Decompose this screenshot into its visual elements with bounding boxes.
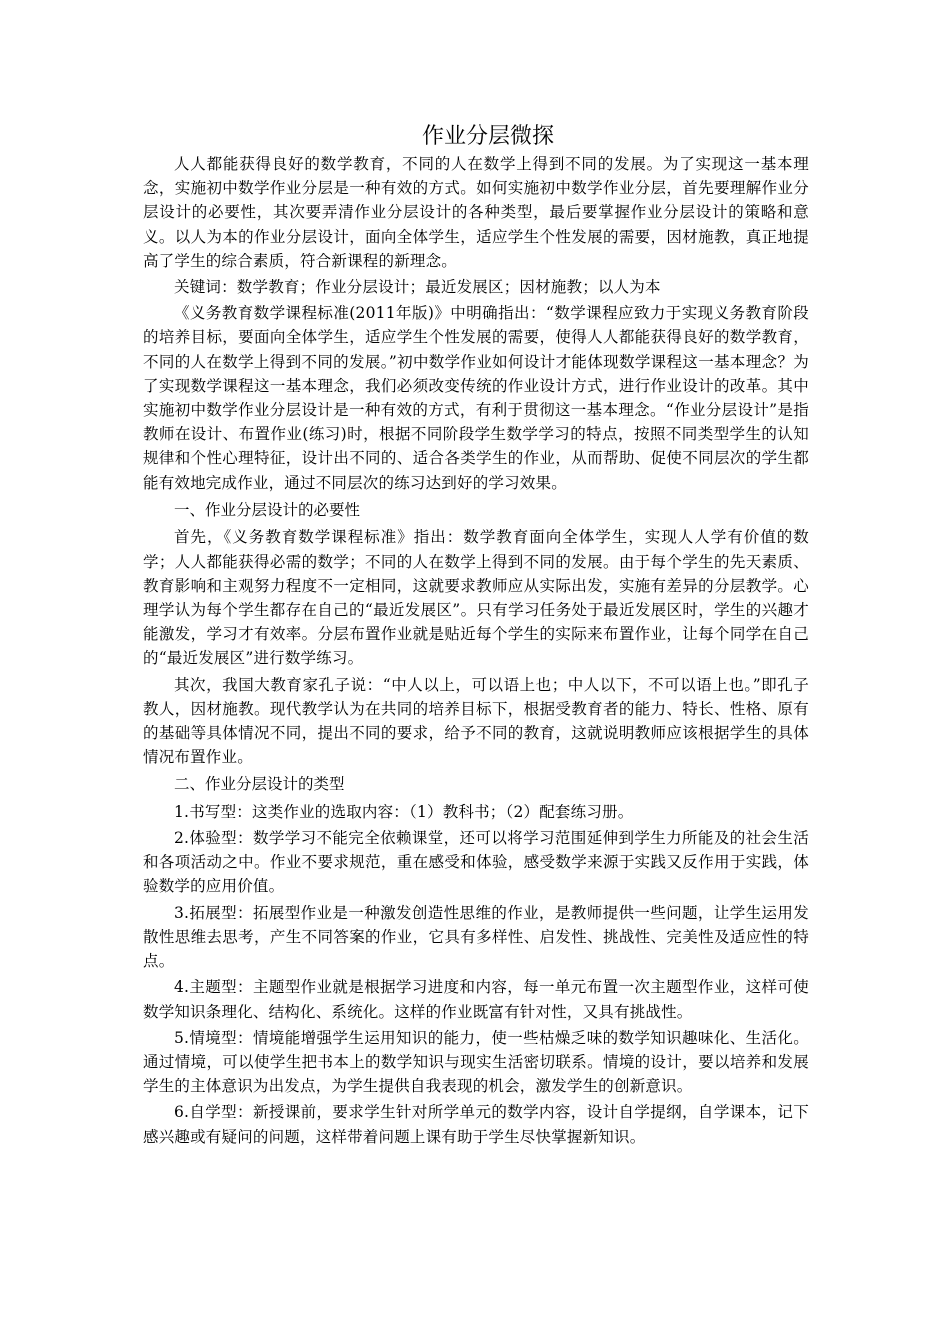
section-heading-necessity: 一、作业分层设计的必要性 <box>174 500 361 519</box>
type-item: 2.体验型：数学学习不能完全依赖课堂，还可以将学习范围延伸到学生力所能及的社会生活和各项活动之中。作业不要求规范，重在感受和体验，感受数学来源于实践又反作用于实践，体验数学的应用价值。 <box>143 829 809 896</box>
type-item: 1.书写型：这类作业的选取内容：（1）教科书；（2）配套练习册。 <box>174 802 634 821</box>
abstract-paragraph: 人人都能获得良好的数学教育，不同的人在数学上得到不同的发展。为了实现这一基本理念，实施初中数学作业分层是一种有效的方式。如何实施初中数学作业分层，首先要理解作业分层设计的必要性，其次要弄清作业分层设计的各种类型，最后要掌握作业分层设计的策略和意义。以人为本的作业分层设计，面向全体学生，适应学生个性发展的需要，因材施教，真正地提高了学生的综合素质，符合新课程的新理念。 <box>143 155 809 270</box>
document-title: 作业分层微探 <box>421 124 554 149</box>
document-page <box>143 122 809 1149</box>
section-heading-types: 二、作业分层设计的类型 <box>174 775 345 794</box>
type-item: 5.情境型：情境能增强学生运用知识的能力，使一些枯燥乏味的数学知识趣味化、生活化。通过情境，可以使学生把书本上的数学知识与现实生活密切联系。情境的设计，要以培养和发展学生的主体意识为出发点，为学生提供自我表现的机会，激发学生的创新意识。 <box>143 1028 809 1096</box>
necessity-paragraph-2: 其次，我国大教育家孔子说：“中人以上，可以语上也；中人以下，不可以语上也。”即孔子教人，因材施教。现代教学认为在共同的培养目标下，根据受教育者的能力、特长、性格、原有的基础等具体情况不同，提出不同的要求，给予不同的教育，这就说明教师应该根据学生的具体情况布置作业。 <box>143 675 809 767</box>
necessity-paragraph-1: 首先，《义务教育数学课程标准》指出：数学教育面向全体学生，实现人人学有价值的数学；人人都能获得必需的数学；不同的人在数学上得到不同的发展。由于每个学生的先天素质、教育影响和主观努力程度不一定相同，这就要求教师应从实际出发，实施有差异的分层教学。心理学认为每个学生都存在自己的“最近发展区”。只有学习任务处于最近发展区时，学生的兴趣才能激发，学习才有效率。分层布置作业就是贴近每个学生的实际来布置作业，让每个同学在自己的“最近发展区”进行数学练习。 <box>143 528 809 668</box>
keywords-line: 关键词：数学教育；作业分层设计；最近发展区；因材施教；以人为本 <box>174 278 661 297</box>
type-item: 3.拓展型：拓展型作业是一种激发创造性思维的作业，是教师提供一些问题，让学生运用发散性思维去思考，产生不同答案的作业，它具有多样性、启发性、挑战性、完美性及适应性的特点。 <box>143 903 809 971</box>
type-item: 6.自学型：新授课前，要求学生针对所学单元的数学内容，设计自学提纲，自学课本，记下感兴趣或有疑问的问题，这样带着问题上课有助于学生尽快掌握新知识。 <box>143 1103 809 1146</box>
intro-paragraph: 《义务教育数学课程标准(2011年版)》中明确指出：“数学课程应致力于实现义务教育阶段的培养目标，要面向全体学生，适应学生个性发展的需要，使得人人都能获得良好的数学教育，不同的人在数学上得到不同的发展。”初中数学作业如何设计才能体现数学课程这一基本理念？为了实现数学课程这一基本理念，我们必须改变传统的作业设计方式，进行作业设计的改革。其中实施初中数学作业分层设计是一种有效的方式，有利于贯彻这一基本理念。“作业分层设计”是指教师在设计、布置作业(练习)时，根据不同阶段学生数学学习的特点，按照不同类型学生的认知规律和个性心理特征，设计出不同的、适合各类学生的作业，从而帮助、促使不同层次的学生都能有效地完成作业，通过不同层次的练习达到好的学习效果。 <box>143 304 809 492</box>
type-item: 4.主题型：主题型作业就是根据学习进度和内容，每一单元布置一次主题型作业，这样可使数学知识条理化、结构化、系统化。这样的作业既富有针对性，又具有挑战性。 <box>143 978 809 1021</box>
